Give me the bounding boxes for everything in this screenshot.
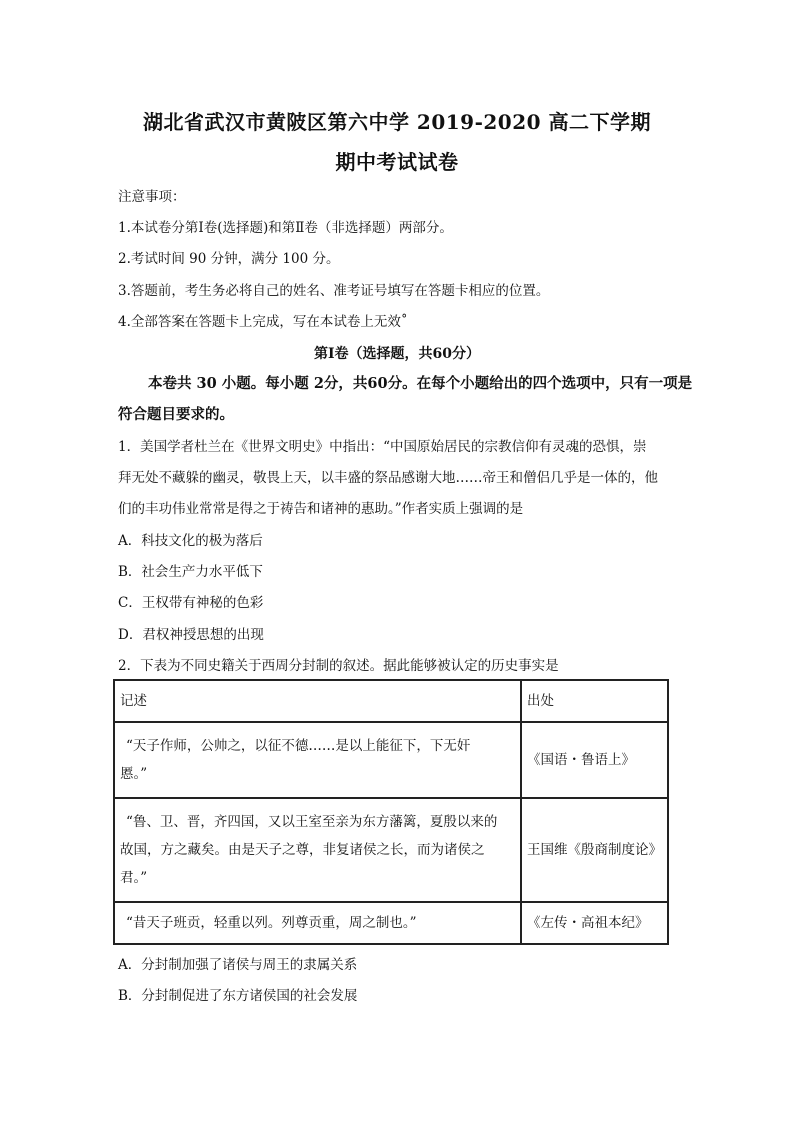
- table-row: [114, 902, 668, 944]
- row-2-line-3: 君。”: [120, 870, 148, 886]
- q1-stem-line-1: 1．美国学者杜兰在《世界文明史》中指出：“中国原始居民的宗教信仰有灵魂的恐惧，崇: [118, 439, 647, 455]
- instruction-line-2: 符合题目要求的。: [118, 406, 234, 423]
- table-row-2-source: 王国维《殷商制度论》: [521, 798, 668, 902]
- q2-stem: 2．下表为不同史籍关于西周分封制的叙述。据此能够被认定的历史事实是: [118, 658, 559, 674]
- q2-option-a: A．分封制加强了诸侯与周王的隶属关系: [118, 957, 358, 973]
- section-title: 第Ⅰ卷（选择题，共60分）: [313, 346, 481, 362]
- q1-option-a: A．科技文化的极为落后: [118, 533, 263, 549]
- table-header-row: [114, 680, 668, 722]
- table-row: [114, 722, 668, 798]
- table-header-text: 记述: [114, 680, 521, 722]
- row-1-line-2: 慝。”: [120, 766, 148, 782]
- table-header-source: 出处: [521, 680, 668, 722]
- instruction-line-1: 本卷共 30 小题。每小题 2分，共60分。在每个小题给出的四个选项中，只有一项是: [148, 375, 693, 392]
- table-row-1-source: 《国语・鲁语上》: [521, 722, 668, 798]
- notice-header: 注意事项：: [118, 189, 186, 205]
- notice-item-4: 4.全部答案在答题卡上完成，写在本试卷上无效˚: [118, 314, 408, 330]
- q1-stem-line-3: 们的丰功伟业常常是得之于祷告和诸神的惠助。”作者实质上强调的是: [118, 501, 524, 517]
- notice-item-2: 2.考试时间 90 分钟，满分 100 分。: [118, 251, 340, 267]
- row-2-line-2: 故国，方之藏矣。由是天子之尊，非复诸侯之长，而为诸侯之: [120, 842, 485, 858]
- q1-option-c: C．王权带有神秘的色彩: [118, 595, 264, 611]
- table-row: [114, 798, 668, 902]
- table-row-2-text: [114, 798, 521, 902]
- q2-option-b: B．分封制促进了东方诸侯国的社会发展: [118, 988, 358, 1004]
- table-row-3-source: 《左传・高祖本纪》: [521, 902, 668, 944]
- row-1-line-1: “天子作师，公帅之，以征不德……是以上能征下，下无奸: [126, 738, 471, 754]
- q1-option-d: D．君权神授思想的出现: [118, 627, 264, 643]
- q2-source-table: [113, 679, 669, 945]
- notice-item-1: 1.本试卷分第Ⅰ卷(选择题)和第Ⅱ卷（非选择题）两部分。: [118, 220, 453, 236]
- row-2-line-1: “鲁、卫、晋，齐四国，又以王室至亲为东方藩篱，夏殷以来的: [126, 814, 498, 830]
- table-row-3-text: [114, 902, 521, 944]
- table-row-1-text: [114, 722, 521, 798]
- q1-stem-line-2: 拜无处不藏躲的幽灵，敬畏上天，以丰盛的祭品感谢大地……帝王和僧侣几乎是一体的，他: [118, 470, 658, 486]
- exam-title-line2: 期中考试试卷: [335, 150, 459, 174]
- notice-item-3: 3.答题前，考生务必将自己的姓名、准考证号填写在答题卡相应的位置。: [118, 283, 550, 299]
- exam-title-line1: 湖北省武汉市黄陂区第六中学 2019-2020 高二下学期: [142, 110, 652, 134]
- q1-option-b: B．社会生产力水平低下: [118, 564, 263, 580]
- row-3-line-1: “昔天子班贡，轻重以列。列尊贡重，周之制也。”: [126, 915, 417, 931]
